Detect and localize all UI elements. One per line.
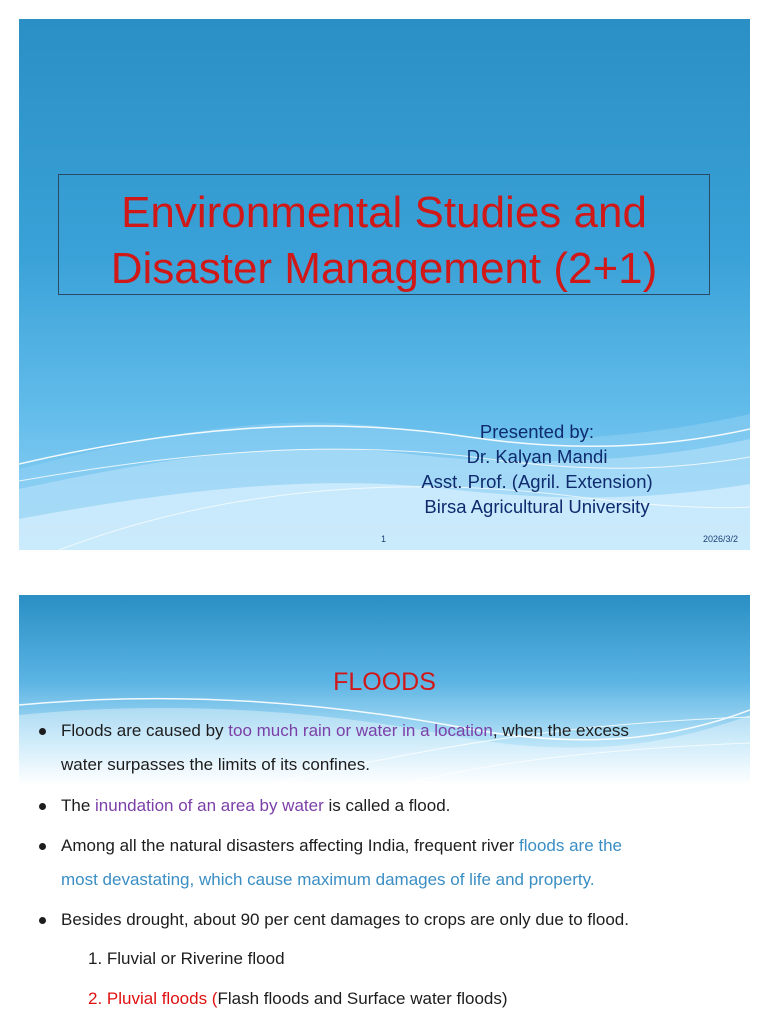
bullet-item <box>61 829 721 897</box>
presenter-org: Birsa Agricultural University <box>424 496 650 517</box>
title-line-1: Environmental Studies and <box>121 188 647 237</box>
bullet-item <box>61 903 721 937</box>
highlight-text: too much rain or water in a location <box>228 721 493 740</box>
bullet-dot-icon <box>39 917 46 924</box>
slide-number: 1 <box>381 534 387 544</box>
highlight-text: floods are the <box>519 836 623 855</box>
bullet-dot-icon <box>39 803 46 810</box>
highlight-text: inundation of an area by water <box>95 796 324 815</box>
bullet-item <box>61 789 721 823</box>
presenter-name: Dr. Kalyan Mandi <box>466 446 608 467</box>
highlight-text: most devastating, which cause maximum damages of life and property. <box>61 870 595 889</box>
title-line-2: Disaster Management (2+1) <box>110 244 658 293</box>
flood-type-detail: Flash floods and Surface water floods) <box>217 989 508 1008</box>
presented-by-label: Presented by: <box>479 421 595 442</box>
bullet-text: The <box>61 796 96 815</box>
bullet-text: Among all the natural disasters affecting India, frequent river <box>61 836 519 855</box>
title-slide <box>19 19 750 550</box>
bullet-item <box>61 714 721 782</box>
bullet-text: water surpasses the limits of its confines. <box>61 755 370 774</box>
flood-type-label: 2. Pluvial floods ( <box>88 989 218 1008</box>
bullet-text: Besides drought, about 90 per cent damages to crops are only due to flood. <box>61 910 629 929</box>
bullet-dot-icon <box>39 728 46 735</box>
presenter-block <box>384 419 690 519</box>
flood-type-item: 1. Fluvial or Riverine flood <box>88 949 285 968</box>
presentation-title <box>59 185 709 297</box>
bullet-dot-icon <box>39 843 46 850</box>
presenter-role: Asst. Prof. (Agril. Extension) <box>421 471 653 492</box>
bullet-text: is called a flood. <box>323 796 451 815</box>
bullet-text: , when the excess <box>492 721 629 740</box>
slide-title: FLOODS <box>333 668 436 696</box>
flood-type-item <box>88 984 708 1014</box>
floods-slide <box>19 595 750 1025</box>
title-box <box>58 174 710 295</box>
bullet-text: Floods are caused by <box>61 721 229 740</box>
slide-date: 2026/3/2 <box>703 534 739 544</box>
